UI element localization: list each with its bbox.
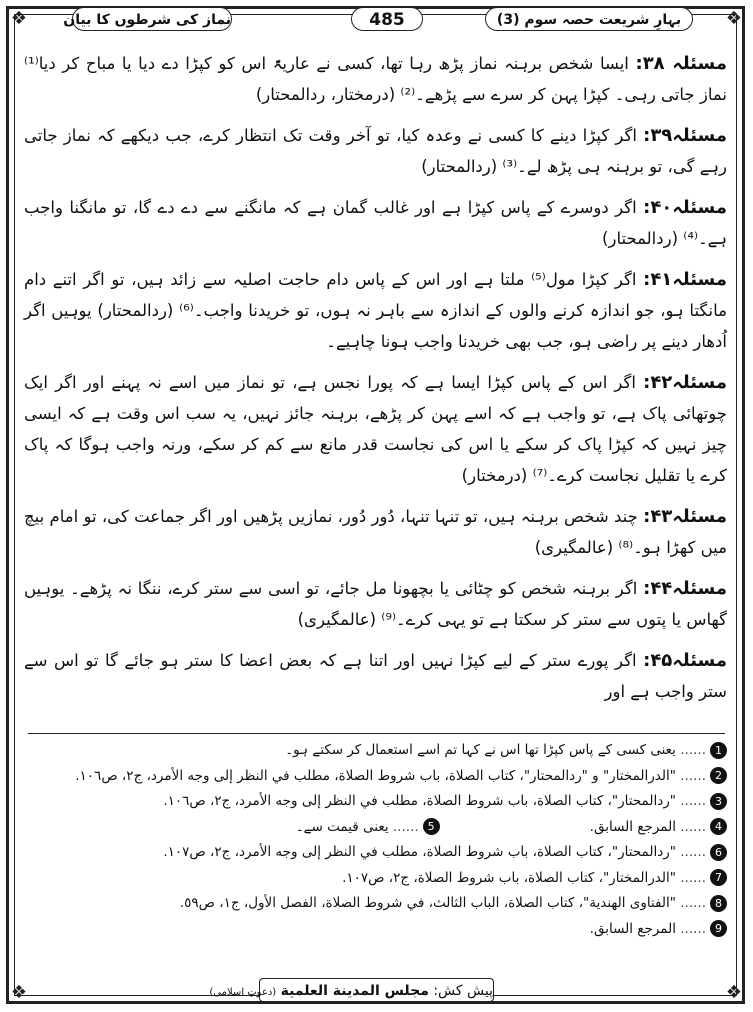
footnote-item: 4...... المرجع السابق.5...... یعنی قیمت سے۔: [27, 815, 727, 841]
footnote-item: 1...... یعنی کسی کے پاس کپڑا تھا اس نے کہا تم اسے استعمال کر سکتے ہو۔: [27, 738, 727, 764]
masla-paragraph: [24, 573, 727, 635]
footnote-item: 3...... "ردالمحتار"، كتاب الصلاة، باب شروط الصلاة، مطلب في النظر إلى وجه الأمرد، ج٢، ص١٠٦.: [27, 789, 727, 815]
publisher-footer: [209, 978, 494, 1002]
footnote-item: 8...... "الفتاوى الهندية"، كتاب الصلاة، الباب الثالث، في شروط الصلاة، الفصل الأول، ج١، ص٥٩.: [27, 891, 727, 917]
masla-paragraph: [24, 367, 727, 491]
footer-prefix: پیش کش:: [433, 983, 493, 999]
masla-paragraph: [24, 192, 727, 254]
footnote-number: 9: [710, 920, 727, 937]
publisher-name: مجلس المدینة العلمیة: [280, 983, 429, 999]
masla-text: اگر کپڑا مول⁽⁵⁾ ملتا ہے اور اس کے پاس دام حاجت اصلیہ سے زائد ہیں، تو اگر اتنے دام مانگتا ہو، جو اندازہ کرنے والوں کے اندازہ سے باہر نہ ہوں، تو خریدنا واجب۔⁽⁶⁾ (ردالمحتار) یوہیں اگر اُدھار دینے پر راضی ہو، جب بھی خریدنا واجب ہونا چاہیے۔: [24, 270, 727, 351]
masla-label: مسئلہ۴۰:: [643, 197, 727, 218]
masla-text: اگر دوسرے کے پاس کپڑا ہے اور غالب گمان ہے کہ مانگنے سے دے دے گا، تو مانگنا واجب ہے۔⁽⁴⁾ (ردالمحتار): [24, 198, 727, 248]
footnote-number: 6: [710, 844, 727, 861]
masla-label: مسئلہ۴۲:: [643, 372, 727, 393]
footnote-text: یعنی کسی کے پاس کپڑا تھا اس نے کہا تم اسے استعمال کر سکتے ہو۔: [285, 742, 676, 758]
publisher-org: (دعوتِ اسلامی): [209, 987, 277, 998]
masla-paragraph: [24, 501, 727, 563]
page-number: 485: [351, 7, 423, 31]
corner-ornament-icon: ❖: [725, 982, 743, 1003]
corner-ornament-icon: ❖: [10, 8, 28, 29]
footnote-text: "الفتاوى الهندية"، كتاب الصلاة، الباب الثالث، في شروط الصلاة، الفصل الأول، ج١، ص٥٩.: [179, 895, 676, 911]
footnote-number: 3: [710, 793, 727, 810]
footnote-item: 2...... "الدرالمختار" و "ردالمحتار"، كتاب الصلاة، باب شروط الصلاة، مطلب في النظر إلى وجه الأمرد، ج٢، ص١٠٦.: [27, 764, 727, 790]
masla-text: اگر کپڑا دینے کا کسی نے وعدہ کیا، تو آخر وقت تک انتظار کرے، جب دیکھے کہ نماز جاتی رہے گی، تو برہنہ ہی پڑھ لے۔⁽³⁾ (ردالمحتار): [24, 126, 727, 176]
footnote-text: "الدرالمختار" و "ردالمحتار"، كتاب الصلاة، باب شروط الصلاة، مطلب في النظر إلى وجه الأمرد، ج٢، ص١٠٦.: [75, 767, 676, 784]
corner-ornament-icon: ❖: [10, 982, 28, 1003]
masla-label: مسئلہ ۳۸:: [635, 53, 727, 74]
footnote-text: المرجع السابق.: [589, 920, 676, 937]
footnote-divider: [28, 733, 725, 734]
footnote-item: 7...... "الدرالمختار"، كتاب الصلاة، باب شروط الصلاة، ج٢، ص١٠٧.: [27, 866, 727, 892]
footnote-text: "ردالمحتار"، كتاب الصلاة، باب شروط الصلاة، مطلب في النظر إلى وجه الأمرد، ج٢، ص١٠٦.: [163, 793, 676, 809]
footnote-number: 7: [710, 869, 727, 886]
chapter-title: نماز کی شرطوں کا بیان: [72, 7, 232, 31]
masla-paragraph: [24, 645, 727, 707]
masla-text: اگر پورے ستر کے لیے کپڑا نہیں اور اتنا ہے کہ بعض اعضا کا ستر ہو جائے گا تو اس سے ستر واجب ہے اور: [24, 651, 727, 701]
masla-paragraph: [24, 264, 727, 357]
footnote-number: 2: [710, 767, 727, 784]
main-text: [24, 48, 727, 717]
footnote-number: 1: [710, 742, 727, 759]
corner-ornament-icon: ❖: [725, 8, 743, 29]
masla-text: ایسا شخص برہنہ نماز پڑھ رہا تھا، کسی نے عاریۃً اس کو کپڑا دے دیا یا مباح کر دیا⁽¹⁾ نماز جاتی رہی۔ کپڑا پہن کر سرے سے پڑھے۔⁽²⁾ (درمختار، ردالمحتار): [24, 54, 727, 104]
page-header: [20, 4, 733, 34]
footnote-number: 8: [710, 895, 727, 912]
footnote-text: "ردالمحتار"، كتاب الصلاة، باب شروط الصلاة، مطلب في النظر إلى وجه الأمرد، ج٢، ص١٠٧.: [163, 844, 676, 860]
masla-label: مسئلہ۴۱:: [643, 269, 727, 290]
footnote-item: 6...... "ردالمحتار"، كتاب الصلاة، باب شروط الصلاة، مطلب في النظر إلى وجه الأمرد، ج٢، ص١٠٧.: [27, 840, 727, 866]
footnote-number: 5: [423, 818, 440, 835]
masla-label: مسئلہ۴۵:: [643, 650, 727, 671]
footnote-text: یعنی قیمت سے۔: [295, 818, 389, 835]
masla-label: مسئلہ۴۴:: [643, 578, 727, 599]
masla-paragraph: [24, 120, 727, 182]
footnote-number: 4: [710, 818, 727, 835]
masla-text: چند شخص برہنہ ہیں، تو تنہا تنہا، دُور دُور، نمازیں پڑھیں اور اگر جماعت کی، تو امام بیچ میں کھڑا ہو۔⁽⁸⁾ (عالمگیری): [24, 507, 727, 557]
masla-label: مسئلہ۳۹:: [643, 125, 727, 146]
footnote-text: "الدرالمختار"، كتاب الصلاة، باب شروط الصلاة، ج٢، ص١٠٧.: [342, 869, 676, 886]
book-title: بہارِ شریعت حصہ سوم (3): [485, 7, 693, 31]
masla-text: اگر اس کے پاس کپڑا ایسا ہے کہ پورا نجس ہے، تو نماز میں اسے نہ پہنے اور اگر ایک چوتھائی پاک ہے، تو واجب ہے کہ اسے پہن کر پڑھے، برہنہ جائز نہیں، یہ سب اس وقت ہے کہ ایسی چیز نہیں کہ کپڑا پاک کر سکے یا اس کی نجاست قدر مانع سے کم کر سکے، ورنہ واجب ہوگا کہ پاک کرے یا تقلیل نجاست کرے۔⁽⁷⁾ (درمختار): [24, 373, 727, 485]
footnote-text: المرجع السابق.: [589, 818, 676, 835]
masla-paragraph: [24, 48, 727, 110]
footnotes: [27, 738, 727, 942]
masla-text: اگر برہنہ شخص کو چٹائی یا بچھونا مل جائے، تو اسی سے ستر کرے، ننگا نہ پڑھے۔ یوہیں گھاس یا پتوں سے ستر کر سکتا ہے تو یہی کرے۔⁽⁹⁾ (عالمگیری): [24, 579, 727, 629]
masla-label: مسئلہ۴۳:: [643, 506, 727, 527]
footnote-item: 9...... المرجع السابق.: [27, 917, 727, 943]
